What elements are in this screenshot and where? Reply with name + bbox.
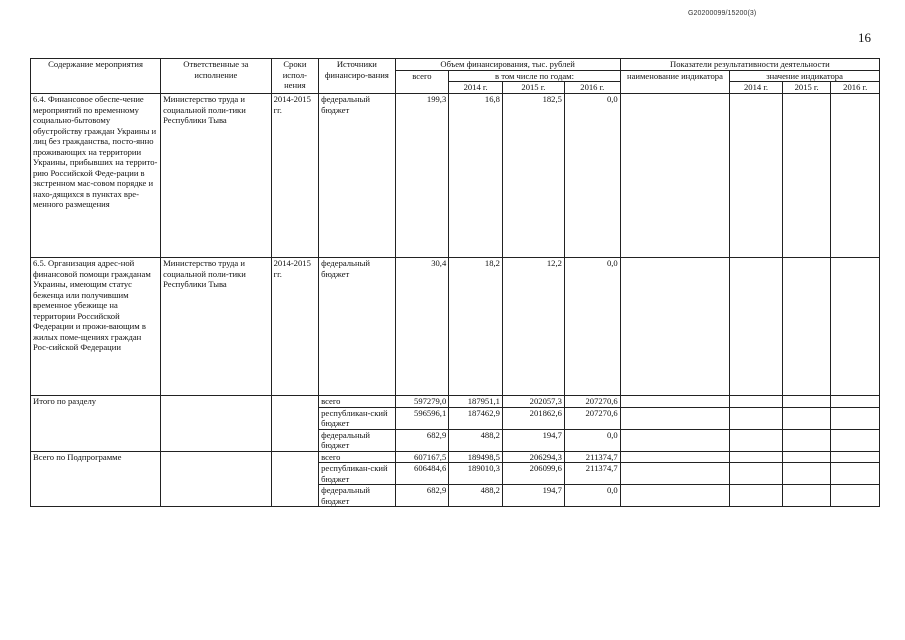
header-year-2015: 2015 г. <box>502 82 564 94</box>
row-indicator-name <box>620 94 729 258</box>
row-indicator-2014 <box>730 407 783 429</box>
row-responsible: Министерство труда и социальной поли-тики Республики Тыва <box>161 94 272 258</box>
header-indicator-year-2014: 2014 г. <box>730 82 783 94</box>
row-indicator-name <box>620 429 729 451</box>
row-total: 607167,5 <box>395 451 449 463</box>
table-row <box>31 451 880 463</box>
row-indicator-2014 <box>730 451 783 463</box>
row-indicator-2015 <box>782 396 831 408</box>
row-indicator-2014 <box>730 258 783 396</box>
row-2016: 0,0 <box>564 429 620 451</box>
header-indicator-value: значение индикатора <box>730 70 880 82</box>
row-source: всего <box>319 451 395 463</box>
row-indicator-2016 <box>831 396 880 408</box>
row-2014: 187951,1 <box>449 396 503 408</box>
row-indicator-2015 <box>782 429 831 451</box>
row-indicator-2016 <box>831 463 880 485</box>
document-id: G20200099/15200(3) <box>688 10 757 17</box>
subprogram-total-label: Всего по Подпрограмме <box>31 451 161 507</box>
table-row <box>31 94 880 258</box>
row-content: 6.4. Финансовое обеспе-чение мероприятий по временному социально-бытовому обустройству граждан Украины и лиц без гражданства, посто-янно проживающих на территории Украины, прибывших на террито-рию Российской Феде-рации в экстренном мас-совом порядке и нахо-дящихся в пунктах вре-менного размещения <box>31 94 161 258</box>
row-2016: 0,0 <box>564 258 620 396</box>
row-content: 6.5. Организация адрес-ной финансовой помощи гражданам Украины, имеющим статус беженца или получившим временное убежище на территории Российской Федерации и прожи-вающим в жилых поме-щениях граждан Рос-сийской Федерации <box>31 258 161 396</box>
table-row <box>31 258 880 396</box>
row-total: 682,9 <box>395 485 449 507</box>
row-2015: 206294,3 <box>502 451 564 463</box>
row-source: федеральный бюджет <box>319 258 395 396</box>
row-indicator-name <box>620 396 729 408</box>
row-indicator-2015 <box>782 258 831 396</box>
row-indicator-2015 <box>782 407 831 429</box>
row-total: 30,4 <box>395 258 449 396</box>
row-2015: 194,7 <box>502 429 564 451</box>
table-row <box>31 396 880 408</box>
row-total: 199,3 <box>395 94 449 258</box>
row-2014: 189498,5 <box>449 451 503 463</box>
row-2016: 211374,7 <box>564 451 620 463</box>
header-year-2014: 2014 г. <box>449 82 503 94</box>
header-total: всего <box>395 70 449 94</box>
row-2016: 207270,6 <box>564 396 620 408</box>
row-indicator-name <box>620 258 729 396</box>
subprogram-total-responsible <box>161 451 272 507</box>
row-2016: 0,0 <box>564 94 620 258</box>
row-2014: 187462,9 <box>449 407 503 429</box>
row-2016: 207270,6 <box>564 407 620 429</box>
row-indicator-2015 <box>782 94 831 258</box>
row-2015: 182,5 <box>502 94 564 258</box>
row-total: 682,9 <box>395 429 449 451</box>
row-2016: 0,0 <box>564 485 620 507</box>
row-source: федеральный бюджет <box>319 429 395 451</box>
row-2016: 211374,7 <box>564 463 620 485</box>
row-indicator-2016 <box>831 258 880 396</box>
row-indicator-2014 <box>730 94 783 258</box>
row-responsible: Министерство труда и социальной поли-тики Республики Тыва <box>161 258 272 396</box>
row-source: федеральный бюджет <box>319 94 395 258</box>
section-total-terms <box>271 396 319 452</box>
row-source: республикан-ский бюджет <box>319 463 395 485</box>
header-indicator-year-2016: 2016 г. <box>831 82 880 94</box>
row-total: 606484,6 <box>395 463 449 485</box>
row-2015: 12,2 <box>502 258 564 396</box>
header-indicators-group: Показатели результативности деятельности <box>620 59 879 71</box>
row-source: республикан-ский бюджет <box>319 407 395 429</box>
row-source: всего <box>319 396 395 408</box>
header-terms: Сроки испол-нения <box>271 59 319 94</box>
header-indicator-year-2015: 2015 г. <box>782 82 831 94</box>
section-total-label: Итого по разделу <box>31 396 161 452</box>
program-table <box>30 58 880 507</box>
row-2014: 189010,3 <box>449 463 503 485</box>
row-indicator-2016 <box>831 429 880 451</box>
header-year-2016: 2016 г. <box>564 82 620 94</box>
header-by-years: в том числе по годам: <box>449 70 620 82</box>
row-2015: 202057,3 <box>502 396 564 408</box>
row-indicator-2015 <box>782 485 831 507</box>
row-indicator-2015 <box>782 451 831 463</box>
row-indicator-name <box>620 407 729 429</box>
row-terms: 2014-2015 гг. <box>271 94 319 258</box>
row-indicator-name <box>620 451 729 463</box>
row-2014: 16,8 <box>449 94 503 258</box>
header-indicator-name: наименование индикатора <box>620 70 729 94</box>
row-terms: 2014-2015 гг. <box>271 258 319 396</box>
row-source: федеральный бюджет <box>319 485 395 507</box>
header-funding-group: Объем финансирования, тыс. рублей <box>395 59 620 71</box>
row-indicator-2016 <box>831 94 880 258</box>
section-total-responsible <box>161 396 272 452</box>
row-indicator-2014 <box>730 485 783 507</box>
row-indicator-name <box>620 485 729 507</box>
row-indicator-2016 <box>831 451 880 463</box>
row-indicator-2014 <box>730 396 783 408</box>
row-indicator-2016 <box>831 407 880 429</box>
row-total: 597279,0 <box>395 396 449 408</box>
row-2015: 201862,6 <box>502 407 564 429</box>
row-2014: 488,2 <box>449 485 503 507</box>
row-indicator-2014 <box>730 429 783 451</box>
row-2014: 488,2 <box>449 429 503 451</box>
row-indicator-name <box>620 463 729 485</box>
header-sources: Источники финансиро-вания <box>319 59 395 94</box>
header-content: Содержание мероприятия <box>31 59 161 94</box>
row-2015: 194,7 <box>502 485 564 507</box>
subprogram-total-terms <box>271 451 319 507</box>
header-responsible: Ответственные за исполнение <box>161 59 272 94</box>
row-2015: 206099,6 <box>502 463 564 485</box>
page-number: 16 <box>858 30 871 45</box>
row-indicator-2016 <box>831 485 880 507</box>
row-indicator-2015 <box>782 463 831 485</box>
row-total: 596596,1 <box>395 407 449 429</box>
row-indicator-2014 <box>730 463 783 485</box>
row-2014: 18,2 <box>449 258 503 396</box>
